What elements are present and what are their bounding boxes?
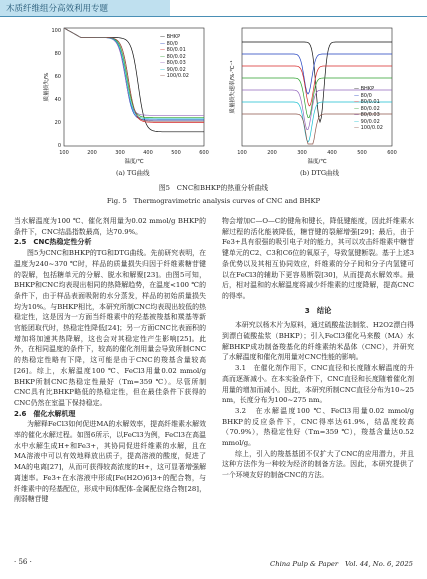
dtg-xtick: 600 <box>387 150 397 156</box>
paragraph: 3.2 在水解温度100 ℃、FeCl3用量0.02 mmol/g BHKP的反应条件下，CNC得率达61.9%，结晶度较高（70.9%），热稳定性好（Tm=359 ℃），羧基含量达0.52 mmol/g。 <box>222 406 414 448</box>
tg-legend-item: — 80/0 <box>160 40 178 47</box>
dtg-xtick: 400 <box>327 150 337 156</box>
dtg-legend <box>354 86 383 132</box>
dtg-xtick: 300 <box>297 150 307 156</box>
dtg-legend-item: — 100/0.02 <box>354 125 383 131</box>
page-number: · 56 · <box>14 558 32 566</box>
section-heading: 2.6 催化水解机理 <box>14 409 76 418</box>
dtg-ylabel: 质量损失速率/%·℃⁻¹ <box>230 60 236 114</box>
section-heading: 3 结论 <box>304 305 332 315</box>
paragraph: 图5为CNC和BHKP的TG和DTG曲线。先前研究表明，在温度为240~370 ℃时，样品的质量损失归因于纤维素糖苷键的裂解，包括糖单元的分解、脱水和解聚[23]。由图5可知，BHKP和CNC均表现出相同的热降解趋势，在温度<100 ℃的条件下，由于样品表面吸附的水分蒸发，样品的初始质量损失均为10%。与BHKP相比，本研究所制CNC均表现出较低的热稳定性，这是因为一方面当纤维素中的羟基被羧基和羰基等新官能团取代时，热稳定性降低[24]；另一方面CNC比表面积的增加将加速其热降解，这也会对其稳定性产生影响[25]。此外，在相同温度的条件下，较高的催化剂用量会导致所制CNC的热稳定性略有下降，这可能是由于CNC的羧基含量较高[26]。综上，水解温度100 ℃、FeCl3用量0.02 mmol/g BHKP所制CNC热稳定性最好（Tm=359 ℃）。尽管所制CNC具有比BHKP略低的热稳定性，但在最佳条件下获得的CNC仍然在室温下保持稳定。 <box>14 249 206 407</box>
dtg-legend-item: — BHKP <box>354 86 375 92</box>
journal-footer: China Pulp & Paper Vol. 44, No. 6, 2025 <box>270 560 413 568</box>
dtg-xtick: 100 <box>237 150 247 156</box>
paragraph: 为解释FeCl3如何促进MA的水解效率，提高纤维素水解效率的催化水解过程。如图6所示，以FeCl3为例，FeCl3在高温水中水解生成H+和Fe3+，其协同促进纤维素的水解，且在MA溶液中可以有效地释放出质子，提高溶液的酸度，促进了MA的电离[27]，从而可获得较高浓度的H+，这可显著增强解离速率。Fe3+在水溶液中形成[Fe(H2O)6]3+的配合物，与纤维素中的羟基配位，形成中间体配体-金属配位络合物[28]，削弱糖苷键 <box>14 420 206 504</box>
dtg-legend-item: — 90/0.02 <box>354 118 380 125</box>
tg-xtick: 300 <box>115 150 125 156</box>
paragraph: 当水解温度为100 ℃、催化剂用量为0.02 mmol/g BHKP的条件下，CNC结晶指数最高，达70.9%。 <box>14 217 206 236</box>
tg-ytick: 20 <box>54 120 61 126</box>
dtg-xtick: 200 <box>267 150 277 156</box>
dtg-xlabel: 温度/℃ <box>307 159 327 165</box>
paragraph: 3.1 在催化剂作用下，CNC直径和长度随水解温度的升高而逐渐减小。在本实验条件下，CNC直径和长度随着催化剂用量的增加而减小。因此，本研究所制CNC直径分布为10~25 nm，长度分布为100~275 nm。 <box>222 364 414 405</box>
section-heading: 2.5 CNC热稳定性分析 <box>14 238 92 247</box>
tg-ytick: 80 <box>54 51 61 57</box>
dtg-xtick: 500 <box>357 150 367 156</box>
dtg-legend-item: — 80/0.02 <box>354 105 380 112</box>
dtg-legend-item: — 80/0.01 <box>354 99 380 105</box>
tg-legend-item: — 90/0.02 <box>160 66 186 73</box>
tg-xlabel: 温度/℃ <box>124 159 144 165</box>
subcaption-a: (a) TG曲线 <box>116 169 150 177</box>
tg-xtick: 500 <box>171 150 181 156</box>
paragraph: 物会增加C—O—C的键角和键长，降低键能度，因此纤维素水解过程的活化能被降低，糖苷键的裂解增强[29]；最后，由于Fe3+具有很强的吸引电子对的能力，其可以攻击纤维素中糖苷键单元的C2、C3和C6位的氧原子，导致氢键断裂。基于上述3条优势以及其相互协同效应，纤维素的分子间和分子内氢键可以在FeCl3的辅助下更容易断裂[30]，从而提高水解效率。最后，相对温和的水解温度将减少纤维素的过度降解，提高CNC的得率。 <box>222 217 414 300</box>
tg-legend <box>160 34 189 80</box>
tg-xtick: 200 <box>87 150 97 156</box>
tg-legend-item: — 80/0.03 <box>160 60 186 66</box>
paragraph: 本研究以杨木片为原料，通过硫酸盐法制浆、H2O2漂白得到漂白硫酸盐浆（BHKP）；引入FeCl3催化马来酸（MA）水解BHKP成功制备羧基化的纤维素纳米晶体（CNC），并研究了水解温度和催化剂用量对CNC性能的影响。 <box>222 321 414 362</box>
tg-legend-item: — 100/0.02 <box>160 73 189 79</box>
tg-ylabel: 质量损失/% <box>44 72 50 102</box>
header-rule <box>0 16 427 17</box>
tg-legend-item: — BHKP <box>160 34 181 40</box>
dtg-legend-item: — 80/0.03 <box>354 112 380 118</box>
dtg-xticks <box>237 150 397 156</box>
figure-panel-tg <box>40 22 210 171</box>
header-title: 木质纤维组分高效利用专题 <box>6 4 109 14</box>
tg-legend-item: — 80/0.02 <box>160 53 186 60</box>
left-column <box>14 216 206 505</box>
tg-xticks <box>59 150 209 156</box>
subcaption-b: (b) DTG曲线 <box>300 169 340 177</box>
figure-caption-cn: 图5 CNC和BHKP的热重分析曲线 <box>158 184 269 192</box>
figure-caption-en: Fig. 5 Thermogravimetric analysis curves of CNC and BHKP <box>106 197 321 205</box>
tg-ytick: 60 <box>54 74 61 80</box>
tg-ytick: 40 <box>54 97 61 103</box>
tg-yticks <box>51 28 61 149</box>
running-header <box>0 0 427 16</box>
tg-xtick: 600 <box>199 150 209 156</box>
tg-xtick: 100 <box>59 150 69 156</box>
dtg-legend-item: — 80/0 <box>354 92 372 99</box>
tg-legend-item: — 80/0.01 <box>160 47 186 53</box>
figure-panel-dtg <box>228 22 398 171</box>
right-column <box>222 216 414 481</box>
tg-xtick: 400 <box>143 150 153 156</box>
tg-ytick: 0 <box>57 143 61 149</box>
paragraph: 综上，引入的羧基基团不仅扩大了CNC的应用潜力，并且这种方法作为一种较为经济的制备方法。因此，本研究提供了一个环境友好的制备CNC的方法。 <box>222 449 414 480</box>
tg-ytick: 100 <box>51 28 61 34</box>
